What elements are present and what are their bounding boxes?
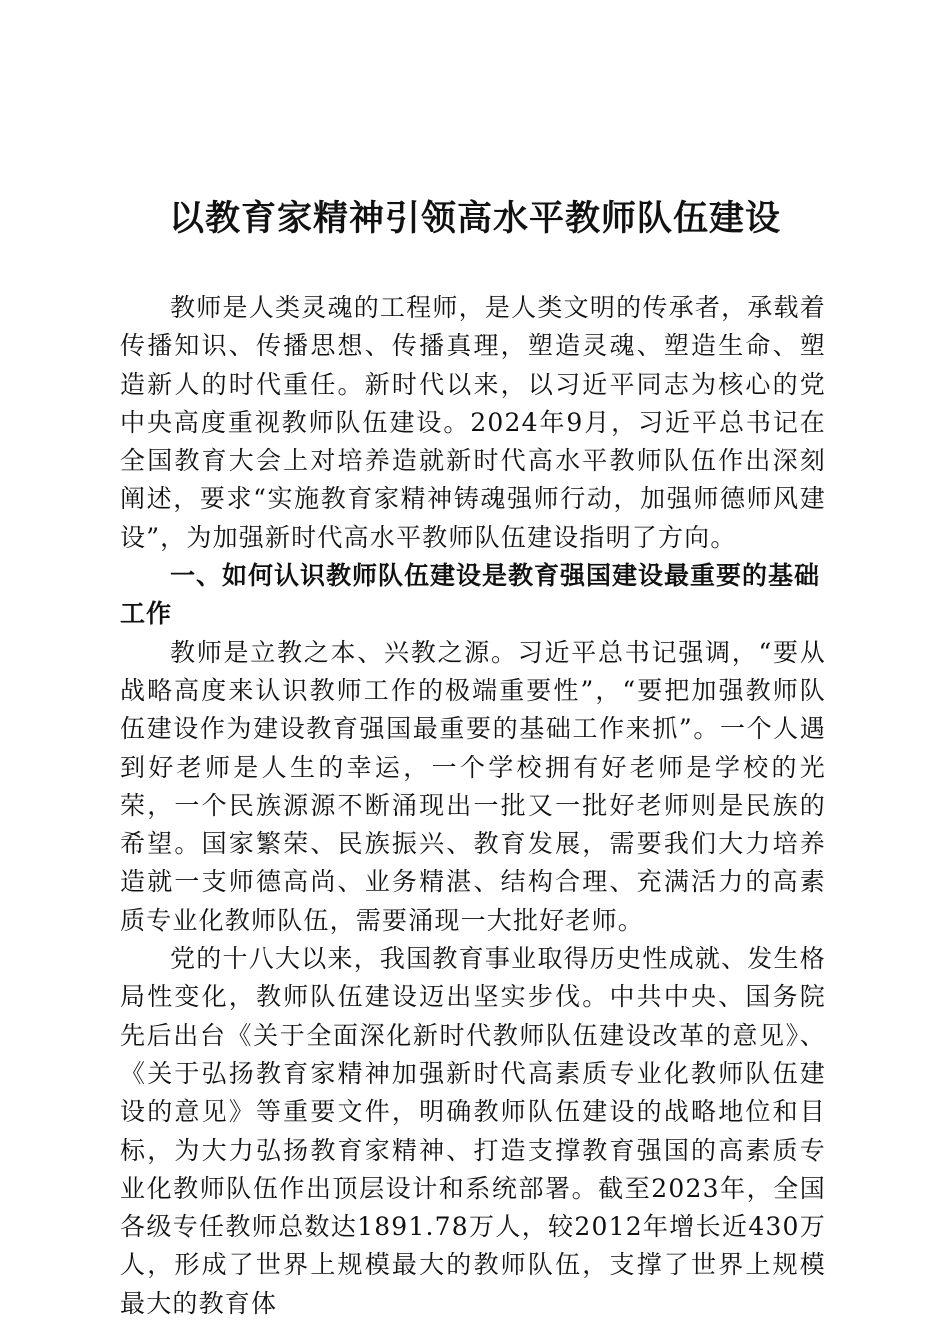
paragraph-achievements: 党的十八大以来，我国教育事业取得历史性成就、发生格局性变化，教师队伍建设迈出坚实步伐。中共中央、国务院先后出台《关于全面深化新时代教师队伍建设改革的意见》、《关于弘扬教育家精神加强新时代高素质专业化教师队伍建设的意见》等重要文件，明确教师队伍建设的战略地位和目标，为大力弘扬教育家精神、打造支撑教育强国的高素质专业化教师队伍作出顶层设计和系统部署。截至2023年，全国各级专任教师总数达1891.78万人，较2012年增长近430万人，形成了世界上规模最大的教师队伍，支撑了世界上规模最大的教育体 xyxy=(120,944,826,1318)
document-title: 以教育家精神引领高水平教师队伍建设 xyxy=(168,198,781,239)
document-body xyxy=(120,289,826,1323)
paragraph-teacher-importance: 教师是立教之本、兴教之源。习近平总书记强调，“要从战略高度来认识教师工作的极端重要性”，“要把加强教师队伍建设作为建设教育强国最重要的基础工作来抓”。一个人遇到好老师是人生的幸运，一个学校拥有好老师是学校的光荣，一个民族源源不断涌现出一批又一批好老师则是民族的希望。国家繁荣、民族振兴、教育发展，需要我们大力培养造就一支师德高尚、业务精湛、结构合理、充满活力的高素质专业化教师队伍，需要涌现一大批好老师。 xyxy=(120,637,826,935)
section-heading-1: 一、如何认识教师队伍建设是教育强国建设最重要的基础工作 xyxy=(120,561,821,629)
paragraph-intro: 教师是人类灵魂的工程师，是人类文明的传承者，承载着传播知识、传播思想、传播真理，塑造灵魂、塑造生命、塑造新人的时代重任。新时代以来，以习近平同志为核心的党中央高度重视教师队伍建设。2024年9月，习近平总书记在全国教育大会上对培养造就新时代高水平教师队伍作出深刻阐述，要求“实施教育家精神铸魂强师行动，加强师德师风建设”，为加强新时代高水平教师队伍建设指明了方向。 xyxy=(120,293,826,552)
